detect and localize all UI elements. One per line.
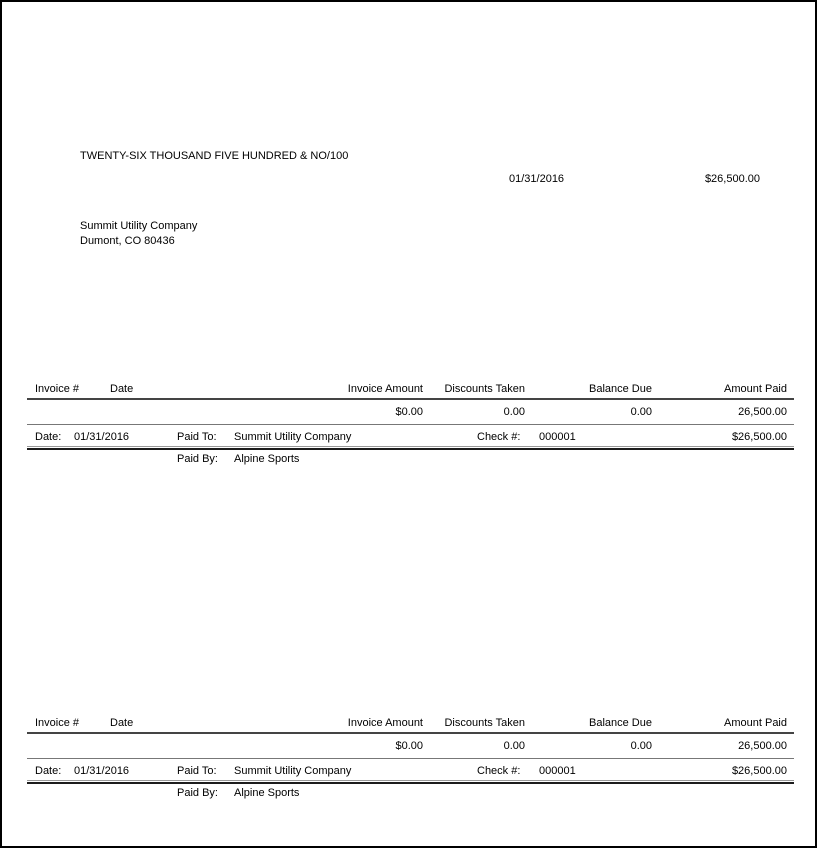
detail-date-value: 01/31/2016 xyxy=(74,431,130,443)
detail-separator-line xyxy=(27,780,794,784)
totals-separator-line xyxy=(27,424,794,425)
detail-paid-to-value: Summit Utility Company xyxy=(234,765,352,777)
header-discounts-taken: Discounts Taken xyxy=(444,383,525,395)
detail-date-value: 01/31/2016 xyxy=(74,765,130,777)
totals-separator-line xyxy=(27,758,794,759)
stub-paid-by-row xyxy=(27,787,794,801)
total-invoice-amount: $0.00 xyxy=(395,406,423,418)
detail-paid-to-value: Summit Utility Company xyxy=(234,431,352,443)
header-invoice-number: Invoice # xyxy=(35,383,80,395)
header-amount-paid: Amount Paid xyxy=(724,717,787,729)
header-separator-line xyxy=(27,732,794,734)
check-date: 01/31/2016 xyxy=(509,173,565,185)
stub-header-row xyxy=(27,383,794,397)
paid-by-value: Alpine Sports xyxy=(234,453,300,465)
detail-date-label: Date: xyxy=(35,765,62,777)
paid-by-label: Paid By: xyxy=(177,787,218,799)
check-amount-numeric: $26,500.00 xyxy=(704,173,760,185)
detail-check-number-label: Check #: xyxy=(477,431,521,443)
total-discounts-taken: 0.00 xyxy=(503,740,525,752)
detail-paid-to-label: Paid To: xyxy=(177,431,217,443)
total-invoice-amount: $0.00 xyxy=(395,740,423,752)
check-stub-top xyxy=(27,382,794,468)
total-balance-due: 0.00 xyxy=(630,406,652,418)
stub-totals-row xyxy=(27,740,794,754)
stub-detail-row xyxy=(27,431,794,445)
header-invoice-amount: Invoice Amount xyxy=(347,717,423,729)
detail-check-number-value: 000001 xyxy=(539,431,576,443)
detail-separator-line xyxy=(27,446,794,450)
detail-check-number-value: 000001 xyxy=(539,765,576,777)
payee-name: Summit Utility Company xyxy=(80,220,198,232)
detail-amount-value: $26,500.00 xyxy=(731,431,787,443)
header-invoice-number: Invoice # xyxy=(35,717,80,729)
stub-paid-by-row xyxy=(27,453,794,467)
check-stub-bottom xyxy=(27,716,794,802)
detail-check-number-label: Check #: xyxy=(477,765,521,777)
detail-date-label: Date: xyxy=(35,431,62,443)
header-amount-paid: Amount Paid xyxy=(724,383,787,395)
paid-by-value: Alpine Sports xyxy=(234,787,300,799)
total-amount-paid: 26,500.00 xyxy=(738,406,787,418)
payee-city-state-zip: Dumont, CO 80436 xyxy=(80,235,175,247)
header-balance-due: Balance Due xyxy=(589,717,652,729)
total-balance-due: 0.00 xyxy=(630,740,652,752)
header-separator-line xyxy=(27,398,794,400)
header-balance-due: Balance Due xyxy=(589,383,652,395)
stub-totals-row xyxy=(27,406,794,420)
check-amount-in-words: TWENTY-SIX THOUSAND FIVE HUNDRED & NO/100 xyxy=(80,150,349,162)
total-discounts-taken: 0.00 xyxy=(503,406,525,418)
detail-amount-value: $26,500.00 xyxy=(731,765,787,777)
total-amount-paid: 26,500.00 xyxy=(738,740,787,752)
stub-header-row xyxy=(27,717,794,731)
detail-paid-to-label: Paid To: xyxy=(177,765,217,777)
paid-by-label: Paid By: xyxy=(177,453,218,465)
header-invoice-amount: Invoice Amount xyxy=(347,383,423,395)
header-date: Date xyxy=(110,717,134,729)
header-discounts-taken: Discounts Taken xyxy=(444,717,525,729)
header-date: Date xyxy=(110,383,134,395)
stub-detail-row xyxy=(27,765,794,779)
